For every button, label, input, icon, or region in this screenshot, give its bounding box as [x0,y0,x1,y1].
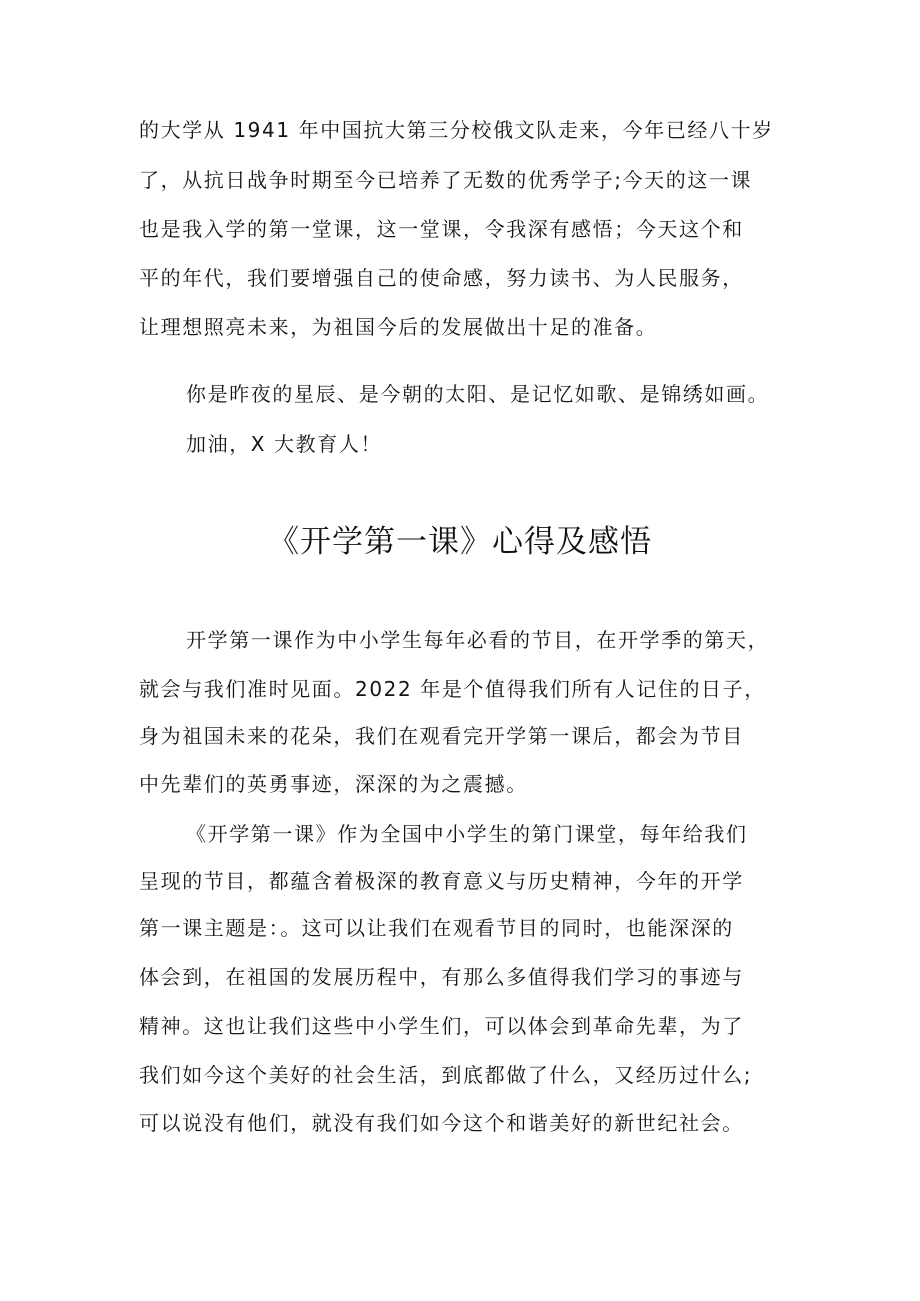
text-line: 中先辈们的英勇事迹，深深的为之震撼。 [139,772,528,796]
section-heading: 《开学第一课》心得及感悟 [268,524,652,560]
closing-line: 加油，X 大教育人！ [186,432,383,456]
text-line: 呈现的节目，都蕴含着极深的教育意义与历史精神，今年的开学 [139,869,744,893]
text-line: 第一课主题是：。这可以让我们在观看节目的同时，也能深深的 [139,916,734,940]
text-line: 的大学从 1941 年中国抗大第三分校俄文队走来，今年已经八十岁 [139,118,774,142]
text-line: 了，从抗日战争时期至今已培养了无数的优秀学子;今天的这一课 [139,168,753,192]
text-line: 体会到，在祖国的发展历程中，有那么多值得我们学习的事迹与 [139,965,744,989]
text-line: 精神。这也让我们这些中小学生们，可以体会到革命先辈，为了 [139,1014,744,1038]
text-line: 让理想照亮未来，为祖国今后的发展做出十足的准备。 [139,315,658,339]
text-line: 开学第一课作为中小学生每年必看的节目，在开学季的第天， [186,628,770,652]
text-line: 平的年代，我们要增强自己的使命感，努力读书、为人民服务， [139,266,744,290]
text-line: 可以说没有他们，就没有我们如今这个和谐美好的新世纪社会。 [139,1111,744,1135]
text-line: 身为祖国未来的花朵，我们在观看完开学第一课后，都会为节目 [139,724,744,748]
closing-line: 你是昨夜的星辰、是今朝的太阳、是记忆如歌、是锦绣如画。 [186,382,770,406]
text-line: 也是我入学的第一堂课，这一堂课，令我深有感悟；今天这个和 [139,217,744,241]
text-line: 就会与我们准时见面。2022 年是个值得我们所有人记住的日子， [139,677,766,701]
text-line: 我们如今这个美好的社会生活，到底都做了什么，又经历过什么; [139,1063,753,1087]
text-line: 《开学第一课》作为全国中小学生的第门课堂，每年给我们 [186,822,748,846]
